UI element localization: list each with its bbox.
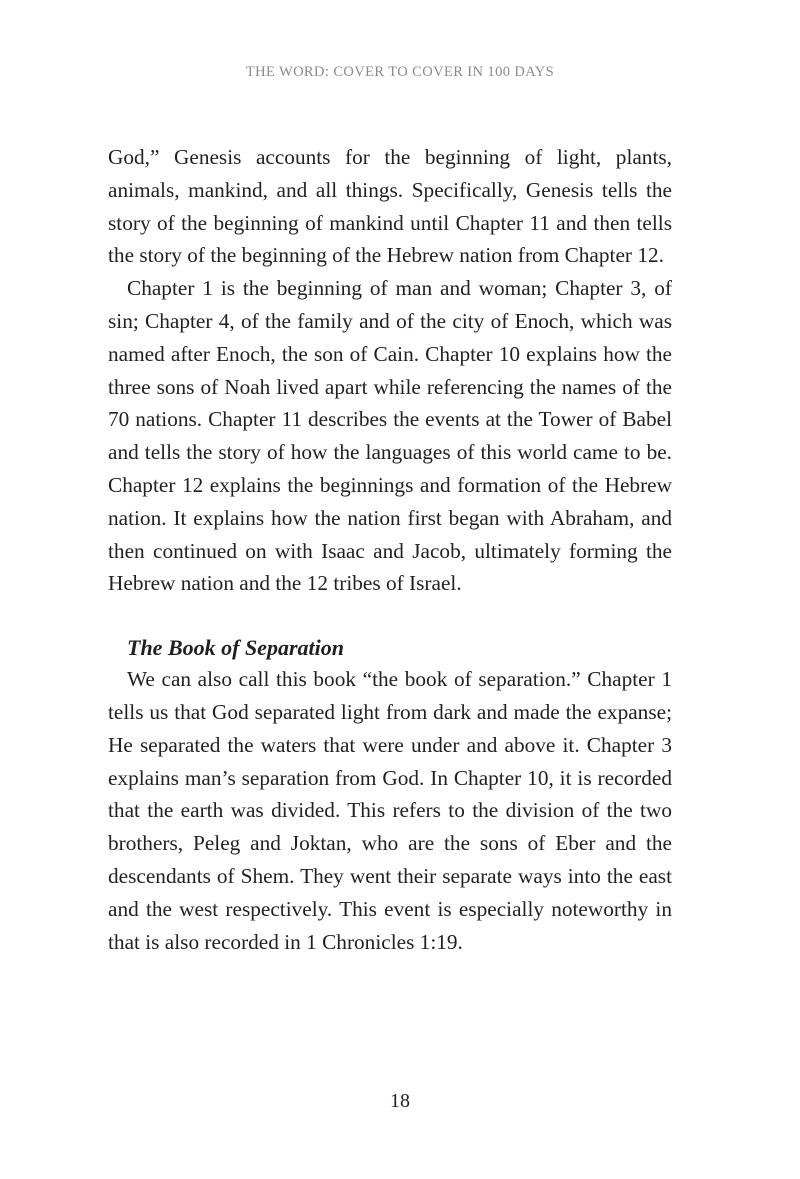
paragraph-genesis-intro: God,” Genesis accounts for the beginning of light, plants, animals, mankind, and all things. Specifically, Genesis tells the story of the beginning of mankind until Chapter 11 and then tells the story of the beginning of the Hebrew nation from Chapter 12. xyxy=(108,145,672,268)
page-number: 18 xyxy=(390,1090,410,1112)
running-header: THE WORD: COVER TO COVER IN 100 DAYS xyxy=(245,64,555,80)
paragraph-chapter-summary: Chapter 1 is the beginning of man and woman; Chapter 3, of sin; Chapter 4, of the family and of the city of Enoch, which was named after Enoch, the son of Cain. Chapter 10 explains how the three sons of Noah lived apart while referencing the names of the 70 nations. Chapter 11 describes the events at the Tower of Babel and tells the story of how the languages of this world came to be. Chapter 12 explains the beginnings and formation of the Hebrew nation. It explains how the nation first began with Abraham, and then continued on with Isaac and Jacob, ultimately forming the Hebrew nation and the 12 tribes of Israel. xyxy=(108,276,672,596)
page-body xyxy=(108,141,672,958)
paragraph-book-of-separation: We can also call this book “the book of separation.” Chapter 1 tells us that God separated light from dark and made the expanse; He separated the waters that were under and above it. Chapter 3 explains man’s separation from God. In Chapter 10, it is recorded that the earth was divided. This refers to the division of the two brothers, Peleg and Joktan, who are the sons of Eber and the descendants of Shem. They went their separate ways into the east and the west respectively. This event is especially noteworthy in that is also recorded in 1 Chronicles 1:19. xyxy=(108,667,672,954)
section-heading: The Book of Separation xyxy=(127,635,344,661)
